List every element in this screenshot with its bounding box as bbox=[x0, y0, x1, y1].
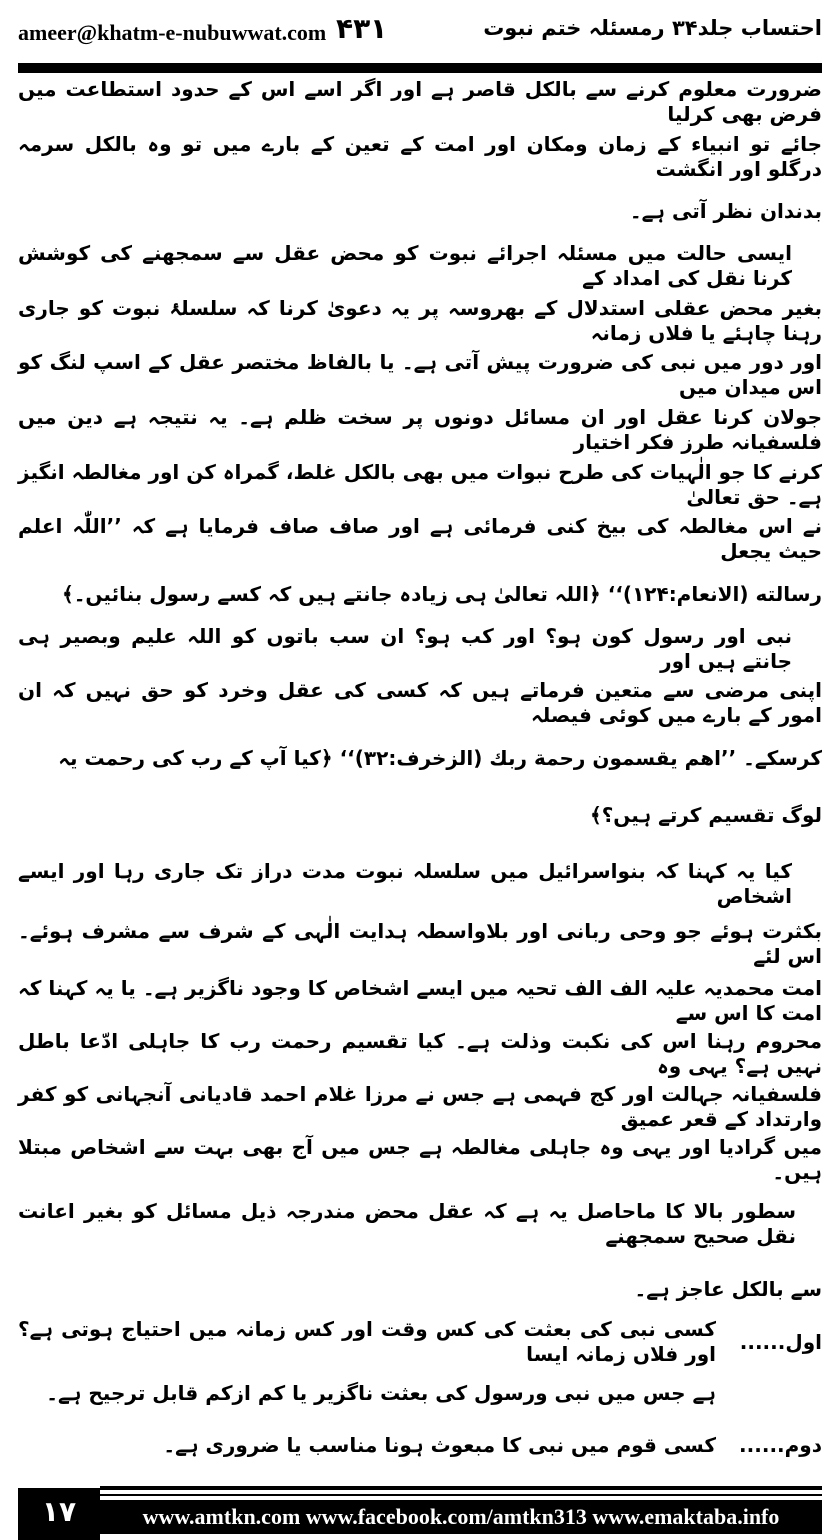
point-text-content: کسی قوم میں نبی کا مبعوث ہونا مناسب یا ضروری ہے۔ bbox=[163, 1432, 716, 1457]
text-line bbox=[18, 77, 822, 127]
footer-divider bbox=[100, 1486, 822, 1490]
point-label: دوم...... bbox=[739, 1433, 822, 1457]
text-line bbox=[18, 186, 822, 236]
text-line bbox=[18, 241, 792, 291]
header-book-title: احتساب جلد۳۴ رمسئلہ ختم نبوت bbox=[483, 16, 822, 40]
text-line-content: جولان کرنا عقل اور ان مسائل دونوں پر سخت ظلم ہے۔ یہ نتیجہ ہے دین میں فلسفیانہ طرز فکر اختیار bbox=[18, 405, 822, 454]
text-line-content: لوگ تقسیم کرتے ہیں؟﴾ bbox=[589, 802, 822, 827]
header-email: ameer@khatm-e-nubuwwat.com bbox=[18, 20, 327, 45]
point-text bbox=[18, 1368, 716, 1418]
point-text bbox=[18, 1420, 716, 1470]
text-line-content: سطور بالا کا ماحاصل یہ ہے کہ عقل محض مندرجہ ذیل مسائل کو بغیر اعانت نقل صحیح سمجھنے bbox=[18, 1199, 796, 1248]
text-line bbox=[18, 919, 822, 969]
text-line-content: سے بالکل عاجز ہے۔ bbox=[634, 1276, 822, 1301]
text-line-content: بدندان نظر آتی ہے۔ bbox=[629, 198, 822, 223]
text-line-content: میں گرادیا اور یہی وہ جاہلی مغالطہ ہے جس میں آج بھی بہت سے اشخاص مبتلا ہیں۔ bbox=[18, 1135, 822, 1184]
text-line bbox=[18, 350, 822, 400]
text-line-content: اپنی مرضی سے متعین فرماتے ہیں کہ کسی کی عقل وخرد کو حق نہیں کہ ان امور کے بارے میں کوئی فیصلہ bbox=[18, 678, 822, 727]
text-line bbox=[18, 1264, 822, 1314]
text-line-content: رسالته (الانعام:۱۲۴)‘‘ ﴿اللہ تعالیٰ ہی زیادہ جانتے ہیں کہ کسے رسول بنائیں۔﴾ bbox=[61, 581, 822, 606]
text-line-content: نے اس مغالطہ کی بیخ کنی فرمائی ہے اور صاف صاف فرمایا ہے کہ ’’اللّٰہ اعلم حیث یجعل bbox=[18, 514, 822, 563]
text-line bbox=[18, 1029, 822, 1079]
text-line bbox=[18, 405, 822, 455]
text-line bbox=[18, 1199, 796, 1249]
text-line bbox=[18, 296, 822, 346]
text-line bbox=[18, 790, 822, 840]
text-line-content: ایسی حالت میں مسئلہ اجرائے نبوت کو محض عقل سے سمجھنے کی کوشش کرنا نقل کی امداد کے bbox=[18, 241, 792, 290]
text-line-content: اور دور میں نبی کی ضرورت پیش آتی ہے۔ یا بالفاظ مختصر عقل کے اسپ لنگ کو اس میدان میں bbox=[18, 350, 822, 399]
text-line bbox=[18, 1082, 822, 1132]
text-line bbox=[18, 132, 822, 182]
text-line-content: ضرورت معلوم کرنے سے بالکل قاصر ہے اور اگر اسے اس کے حدود استطاعت میں فرض بھی کرلیا bbox=[18, 77, 822, 126]
footer-links: www.amtkn.com www.facebook.com/amtkn313 www.emaktaba.info bbox=[100, 1500, 822, 1534]
text-line bbox=[18, 733, 822, 783]
text-line-content: محروم رہنا اس کی نکبت وذلت ہے۔ کیا تقسیم رحمت رب کا جاہلی ادّعا باطل نہیں ہے؟ یہی وہ bbox=[18, 1029, 822, 1078]
text-line bbox=[18, 1135, 822, 1185]
footer-page-number: ۱۷ bbox=[18, 1488, 100, 1540]
text-line bbox=[18, 678, 822, 728]
text-line-content: جائے تو انبیاء کے زمان ومکان اور امت کے تعین کے بارے میں تو وہ بالکل سرمہ درگلو اور انگشت bbox=[18, 132, 822, 181]
text-line-content: فلسفیانہ جہالت اور کج فہمی ہے جس نے مرزا غلام احمد قادیانی آنجہانی کو کفر وارتداد کے قعر عمیق bbox=[18, 1082, 822, 1131]
text-line-content: کرنے کا جو الٰہیات کی طرح نبوات میں بھی بالکل غلط، گمراہ کن اور مغالطہ انگیز ہے۔ حق تعالیٰ bbox=[18, 460, 822, 509]
point-label: اول...... bbox=[739, 1330, 822, 1354]
header-divider bbox=[18, 63, 822, 73]
text-line-content: کرسکے۔ ’’اھم یقسمون رحمة ربك (الزخرف:۳۲)‘‘ ﴿کیا آپ کے رب کی رحمت یہ bbox=[58, 745, 822, 770]
text-line bbox=[18, 859, 792, 909]
text-line-content: کیا یہ کہنا کہ بنواسرائیل میں سلسلہ نبوت مدت دراز تک جاری رہا اور ایسے اشخاص bbox=[18, 859, 792, 908]
text-line-content: نبی اور رسول کون ہو؟ اور کب ہو؟ ان سب باتوں کو اللہ علیم وبصیر ہی جانتے ہیں اور bbox=[18, 624, 792, 673]
text-line bbox=[18, 569, 822, 619]
text-line-content: بکثرت ہوئے جو وحی ربانی اور بلاواسطہ ہدایت الٰہی کے شرف سے مشرف ہوئے۔ اس لئے bbox=[18, 919, 822, 968]
text-line bbox=[18, 514, 822, 564]
text-line-content: امت محمدیہ علیہ الف الف تحیہ میں ایسے اشخاص کا وجود ناگزیر ہے۔ یا یہ کہنا کہ امت کا اس سے bbox=[18, 976, 822, 1025]
text-line bbox=[18, 624, 792, 674]
point-text-content: کسی نبی کی بعثت کی کس وقت اور کس زمانہ میں احتیاج ہوتی ہے؟ اور فلاں زمانہ ایسا bbox=[18, 1317, 716, 1366]
text-line-content: بغیر محض عقلی استدلال کے بھروسہ پر یہ دعویٰ کرنا کہ سلسلۂ نبوت کو جاری رہنا چاہئے یا فلاں زمانہ bbox=[18, 296, 822, 345]
point-text bbox=[18, 1317, 716, 1367]
text-line bbox=[18, 460, 822, 510]
footer-divider bbox=[100, 1494, 822, 1496]
point-text-content: ہے جس میں نبی ورسول کی بعثت ناگزیر یا کم ازکم قابل ترجیح ہے۔ bbox=[46, 1380, 716, 1405]
header-page-number: ۴۳۱ bbox=[336, 12, 388, 45]
text-line bbox=[18, 976, 822, 1026]
